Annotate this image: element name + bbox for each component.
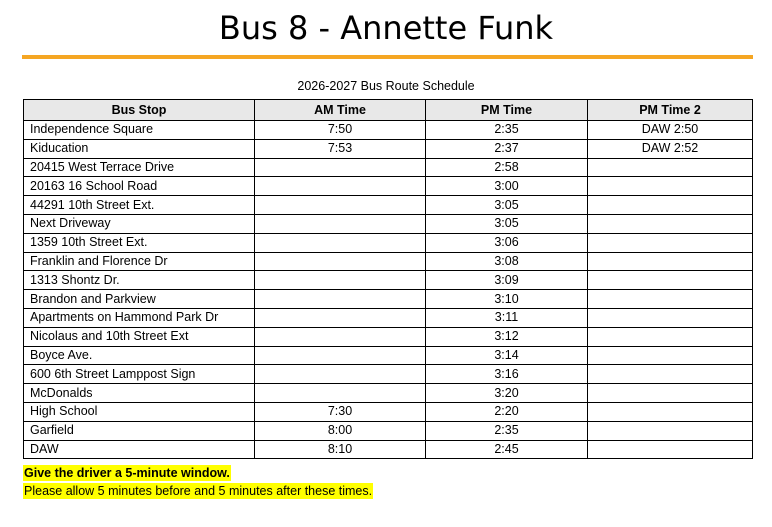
cell-bus-stop: Kiducation	[24, 139, 255, 158]
cell-pm-time-2	[588, 384, 753, 403]
cell-pm-time: 3:05	[426, 196, 588, 215]
cell-pm-time-2	[588, 252, 753, 271]
table-row	[24, 177, 753, 196]
cell-bus-stop: Brandon and Parkview	[24, 290, 255, 309]
cell-bus-stop: Nicolaus and 10th Street Ext	[24, 327, 255, 346]
cell-pm-time-2: DAW 2:52	[588, 139, 753, 158]
schedule-table	[23, 99, 753, 459]
cell-bus-stop: Garfield	[24, 421, 255, 440]
table-row	[24, 233, 753, 252]
cell-am-time: 7:50	[255, 121, 426, 140]
cell-bus-stop: Next Driveway	[24, 214, 255, 233]
cell-pm-time: 3:09	[426, 271, 588, 290]
header-am-time: AM Time	[255, 100, 426, 121]
cell-am-time: 7:53	[255, 139, 426, 158]
table-row	[24, 365, 753, 384]
cell-bus-stop: 20163 16 School Road	[24, 177, 255, 196]
table-header-row	[24, 100, 753, 121]
cell-pm-time-2	[588, 402, 753, 421]
table-row	[24, 308, 753, 327]
cell-pm-time: 3:12	[426, 327, 588, 346]
cell-am-time	[255, 308, 426, 327]
cell-pm-time: 3:00	[426, 177, 588, 196]
note-window: Give the driver a 5-minute window.	[24, 466, 230, 480]
cell-pm-time: 2:45	[426, 440, 588, 459]
page-title: Bus 8 - Annette Funk	[218, 9, 554, 47]
table-row	[24, 384, 753, 403]
schedule-subtitle: 2026-2027 Bus Route Schedule	[297, 79, 475, 93]
cell-bus-stop: 1359 10th Street Ext.	[24, 233, 255, 252]
table-row	[24, 139, 753, 158]
cell-pm-time-2	[588, 214, 753, 233]
cell-am-time	[255, 327, 426, 346]
cell-bus-stop: Franklin and Florence Dr	[24, 252, 255, 271]
table-row	[24, 402, 753, 421]
table-row	[24, 252, 753, 271]
header-pm-time-2: PM Time 2	[588, 100, 753, 121]
cell-bus-stop: McDonalds	[24, 384, 255, 403]
cell-am-time	[255, 384, 426, 403]
cell-am-time	[255, 290, 426, 309]
header-bus-stop: Bus Stop	[24, 100, 255, 121]
cell-pm-time-2	[588, 308, 753, 327]
cell-am-time	[255, 233, 426, 252]
table-row	[24, 158, 753, 177]
cell-pm-time: 3:08	[426, 252, 588, 271]
cell-pm-time: 2:58	[426, 158, 588, 177]
cell-bus-stop: 44291 10th Street Ext.	[24, 196, 255, 215]
note-allowance: Please allow 5 minutes before and 5 minutes after these times.	[24, 484, 373, 498]
cell-bus-stop: DAW	[24, 440, 255, 459]
cell-pm-time-2	[588, 421, 753, 440]
cell-pm-time: 2:35	[426, 121, 588, 140]
cell-am-time	[255, 346, 426, 365]
cell-pm-time: 3:14	[426, 346, 588, 365]
table-row	[24, 271, 753, 290]
cell-pm-time-2	[588, 196, 753, 215]
cell-am-time	[255, 252, 426, 271]
cell-am-time: 7:30	[255, 402, 426, 421]
cell-pm-time-2	[588, 327, 753, 346]
cell-pm-time: 3:20	[426, 384, 588, 403]
cell-pm-time-2	[588, 177, 753, 196]
cell-pm-time: 3:16	[426, 365, 588, 384]
cell-am-time	[255, 271, 426, 290]
table-row	[24, 440, 753, 459]
cell-bus-stop: Independence Square	[24, 121, 255, 140]
cell-am-time	[255, 196, 426, 215]
cell-pm-time-2	[588, 346, 753, 365]
cell-bus-stop: 20415 West Terrace Drive	[24, 158, 255, 177]
table-row	[24, 421, 753, 440]
cell-bus-stop: 1313 Shontz Dr.	[24, 271, 255, 290]
table-row	[24, 214, 753, 233]
cell-pm-time-2	[588, 158, 753, 177]
table-row	[24, 121, 753, 140]
cell-am-time: 8:10	[255, 440, 426, 459]
cell-am-time	[255, 158, 426, 177]
cell-pm-time: 3:10	[426, 290, 588, 309]
cell-bus-stop: 600 6th Street Lamppost Sign	[24, 365, 255, 384]
cell-pm-time: 2:37	[426, 139, 588, 158]
cell-pm-time-2	[588, 233, 753, 252]
cell-bus-stop: High School	[24, 402, 255, 421]
notes	[23, 465, 373, 499]
cell-bus-stop: Boyce Ave.	[24, 346, 255, 365]
cell-pm-time: 3:05	[426, 214, 588, 233]
table-row	[24, 346, 753, 365]
table-row	[24, 327, 753, 346]
cell-pm-time: 3:11	[426, 308, 588, 327]
cell-pm-time: 2:35	[426, 421, 588, 440]
cell-am-time	[255, 365, 426, 384]
cell-am-time	[255, 177, 426, 196]
cell-pm-time: 2:20	[426, 402, 588, 421]
table-row	[24, 196, 753, 215]
cell-pm-time-2	[588, 440, 753, 459]
cell-pm-time-2: DAW 2:50	[588, 121, 753, 140]
table-row	[24, 290, 753, 309]
cell-am-time	[255, 214, 426, 233]
header-pm-time: PM Time	[426, 100, 588, 121]
cell-pm-time-2	[588, 271, 753, 290]
cell-pm-time-2	[588, 290, 753, 309]
cell-pm-time: 3:06	[426, 233, 588, 252]
cell-am-time: 8:00	[255, 421, 426, 440]
title-divider	[22, 55, 753, 59]
cell-bus-stop: Apartments on Hammond Park Dr	[24, 308, 255, 327]
cell-pm-time-2	[588, 365, 753, 384]
